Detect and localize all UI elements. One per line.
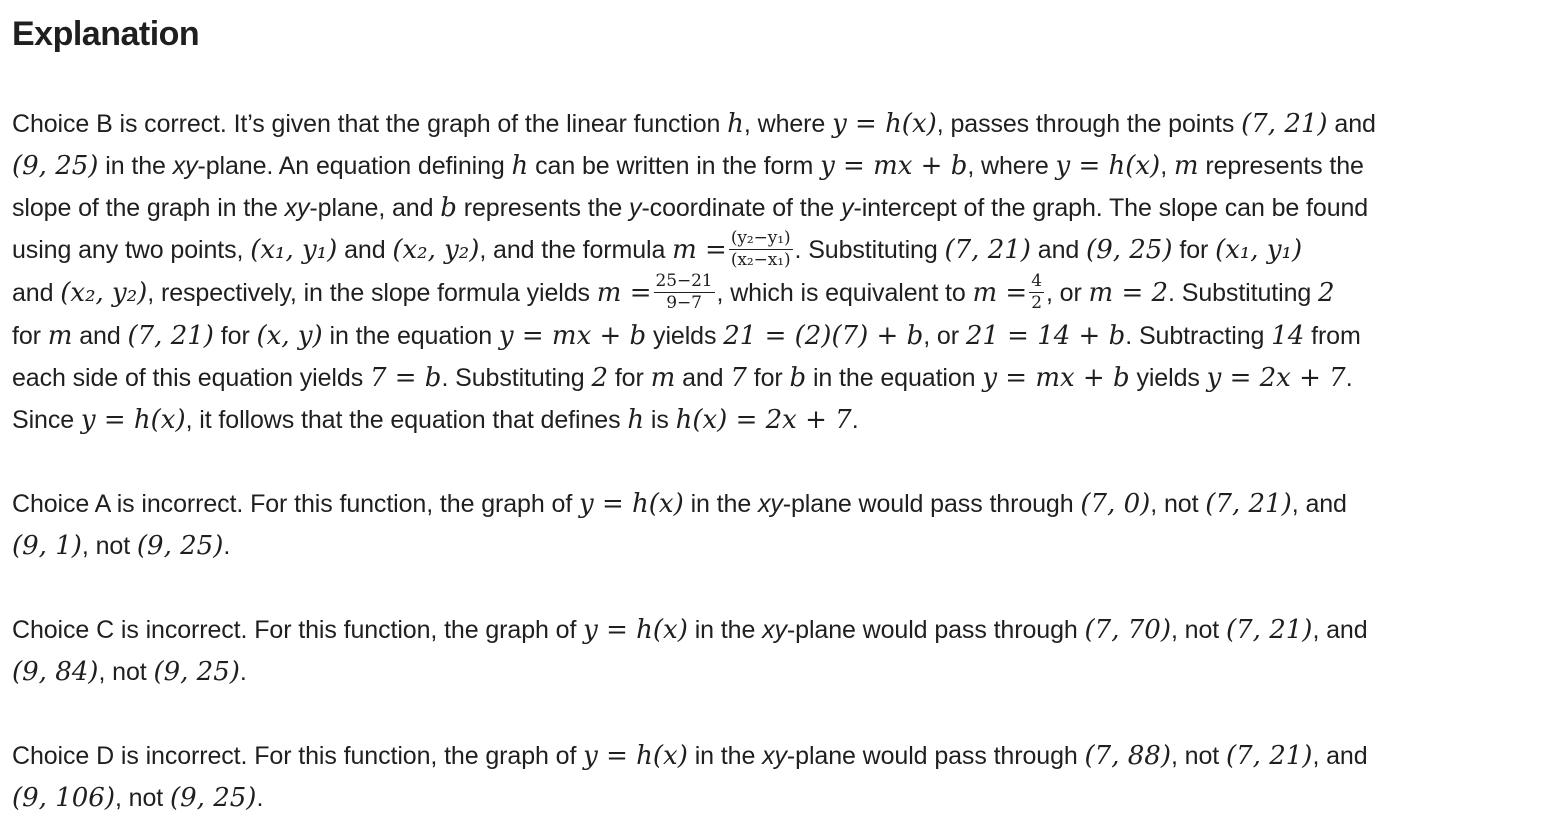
fraction-denominator: 9−7 <box>666 292 702 313</box>
text-run: , <box>1160 152 1174 180</box>
math-expression: (7, 0) <box>1080 488 1151 519</box>
math-expression: (7, 88) <box>1084 740 1171 771</box>
fraction-denominator: (x₂−x₁) <box>730 249 791 270</box>
text-run: , not <box>114 783 170 812</box>
math-expression: 7 <box>730 362 747 393</box>
math-expression: 2 <box>1318 277 1335 308</box>
text-run: , not <box>1170 615 1226 644</box>
math-expression: m = 2 <box>1088 277 1169 308</box>
italic-term: xy <box>172 152 198 180</box>
text-run: yields <box>646 321 724 350</box>
text-run: . <box>239 657 247 686</box>
math-expression: h <box>511 151 529 181</box>
text-run: -plane. An equation defining <box>197 152 512 180</box>
math-expression: (9, 84) <box>12 656 99 687</box>
text-run: . Substituting <box>441 363 592 392</box>
text-run: . <box>256 783 264 812</box>
text-run: for <box>213 321 257 350</box>
text-run: Choice D is incorrect. For this function, the graph of <box>12 741 584 770</box>
math-expression: (9, 106) <box>12 782 115 813</box>
text-run: -intercept of the graph. The slope can be found <box>853 194 1369 222</box>
math-expression: (7, 21) <box>944 235 1031 265</box>
math-expression: (7, 21) <box>1241 109 1328 139</box>
math-expression: b <box>440 193 457 223</box>
math-expression: h(x) = 2x + 7 <box>675 404 852 435</box>
math-expression: 7 = b <box>369 362 442 393</box>
italic-term: xy <box>284 194 310 222</box>
math-expression: y = h(x) <box>832 109 937 139</box>
text-run: . Substituting <box>794 236 945 264</box>
text-run: and <box>12 278 61 307</box>
text-run: and <box>675 363 731 392</box>
text-run: , not <box>98 657 154 686</box>
math-expression: (x₁, y₁) <box>1215 235 1303 265</box>
math-expression: (9, 25) <box>153 656 240 687</box>
math-expression: m <box>47 320 73 351</box>
math-expression: y = h(x) <box>1055 151 1161 181</box>
fraction <box>654 272 715 313</box>
text-run: . <box>1345 363 1353 392</box>
text-run: and <box>337 236 393 264</box>
math-expression: 21 = (2)(7) + b <box>723 320 924 351</box>
math-expression: y = h(x) <box>80 404 186 435</box>
fraction <box>729 229 793 270</box>
text-run: , not <box>1170 741 1226 770</box>
paragraph-choice-c <box>12 609 1544 693</box>
text-run: from <box>1304 321 1361 350</box>
paragraph-choice-a <box>12 483 1544 567</box>
fraction <box>1029 272 1044 313</box>
math-expression: (7, 70) <box>1084 614 1171 645</box>
math-expression: y = mx + b <box>982 362 1130 393</box>
text-run: , which is equivalent to <box>716 278 973 307</box>
math-expression: (7, 21) <box>127 320 214 351</box>
text-run: for <box>12 321 48 350</box>
explanation-heading: Explanation <box>12 15 200 53</box>
fraction-numerator: (y₂−y₁) <box>730 227 791 248</box>
fraction-numerator: 25−21 <box>655 270 713 291</box>
text-run: , it follows that the equation that defines <box>185 405 628 434</box>
math-expression: (9, 25) <box>1086 235 1173 265</box>
math-expression: (x₂, y₂) <box>60 277 148 308</box>
text-run: and <box>1327 110 1376 138</box>
text-run: Since <box>12 405 81 434</box>
text-run: in the <box>683 489 758 518</box>
italic-term: xy <box>757 489 783 518</box>
text-run: . Subtracting <box>1125 321 1272 350</box>
math-expression: y = h(x) <box>583 614 688 645</box>
math-expression: (7, 21) <box>1205 488 1292 519</box>
math-expression: (7, 21) <box>1225 614 1313 645</box>
text-run: slope of the graph in the <box>12 194 285 222</box>
text-run: . Substituting <box>1168 278 1319 307</box>
text-run: , and <box>1291 489 1347 518</box>
text-run: for <box>1172 236 1216 264</box>
math-expression: h <box>727 109 744 139</box>
math-expression: (x, y) <box>256 320 323 351</box>
italic-term: y <box>629 194 642 222</box>
text-run: for <box>746 363 790 392</box>
math-expression: (7, 21) <box>1225 740 1313 771</box>
text-run: yields <box>1129 363 1207 392</box>
text-run: and <box>72 321 128 350</box>
math-expression: (9, 25) <box>169 782 257 813</box>
text-run: , and the formula <box>479 236 673 264</box>
italic-term: xy <box>762 615 787 644</box>
text-run: -plane, and <box>309 194 441 222</box>
math-expression: m = <box>972 277 1028 308</box>
math-expression: 21 = 14 + b <box>965 320 1126 351</box>
text-run: , where <box>743 110 833 138</box>
text-run: -plane would pass through <box>782 489 1081 518</box>
math-expression: 14 <box>1271 320 1305 351</box>
text-run: in the <box>687 615 763 644</box>
text-run: , respectively, in the slope formula yields <box>147 278 597 307</box>
paragraph-choice-b <box>12 103 1544 441</box>
text-run: in the equation <box>322 321 499 350</box>
text-run: in the <box>98 152 173 180</box>
math-expression: m = <box>672 235 727 265</box>
text-run: -plane would pass through <box>786 741 1085 770</box>
text-run: , where <box>967 152 1056 180</box>
paragraph-choice-d <box>12 735 1544 819</box>
math-expression: m <box>650 362 676 393</box>
text-run: can be written in the form <box>528 152 821 180</box>
text-run: each side of this equation yields <box>12 363 370 392</box>
math-expression: y = h(x) <box>579 488 684 519</box>
math-expression: (9, 25) <box>12 151 99 181</box>
text-run: -plane would pass through <box>786 615 1085 644</box>
italic-term: y <box>841 194 854 222</box>
text-run: using any two points, <box>12 236 251 264</box>
text-run: , or <box>1045 278 1089 307</box>
text-run: , not <box>81 531 137 560</box>
text-run: is <box>644 405 676 434</box>
text-run: and <box>1030 236 1087 264</box>
text-run: Choice C is incorrect. For this function, the graph of <box>12 615 584 644</box>
text-run: represents the <box>456 194 630 222</box>
math-expression: m = <box>596 277 652 308</box>
math-expression: (9, 1) <box>12 530 82 561</box>
text-run: . <box>223 531 231 560</box>
math-expression: (x₂, y₂) <box>392 235 480 265</box>
math-expression: (9, 25) <box>136 530 224 561</box>
math-expression: y = mx + b <box>498 320 647 351</box>
text-run: Choice A is incorrect. For this function, the graph of <box>12 489 580 518</box>
text-run: -coordinate of the <box>641 194 842 222</box>
math-expression: 2 <box>591 362 608 393</box>
math-expression: y = h(x) <box>583 740 688 771</box>
math-expression: m <box>1173 151 1199 181</box>
text-run: , passes through the points <box>936 110 1242 138</box>
text-run: , or <box>923 321 966 350</box>
text-run: , and <box>1312 741 1368 770</box>
italic-term: xy <box>762 741 787 770</box>
text-run: represents the <box>1198 152 1364 180</box>
fraction-denominator: 2 <box>1031 292 1042 313</box>
text-run: . <box>851 405 859 434</box>
text-run: Choice B is correct. It’s given that the graph of the linear function <box>12 110 728 138</box>
text-run: for <box>607 363 651 392</box>
text-run: in the equation <box>806 363 983 392</box>
math-expression: b <box>789 362 807 393</box>
text-run: , and <box>1312 615 1368 644</box>
math-expression: y = 2x + 7 <box>1206 362 1346 393</box>
math-expression: h <box>627 404 645 435</box>
fraction-numerator: 4 <box>1031 270 1042 291</box>
math-expression: y = mx + b <box>820 151 968 181</box>
text-run: , not <box>1150 489 1206 518</box>
text-run: in the <box>687 741 763 770</box>
math-expression: (x₁, y₁) <box>250 235 338 265</box>
